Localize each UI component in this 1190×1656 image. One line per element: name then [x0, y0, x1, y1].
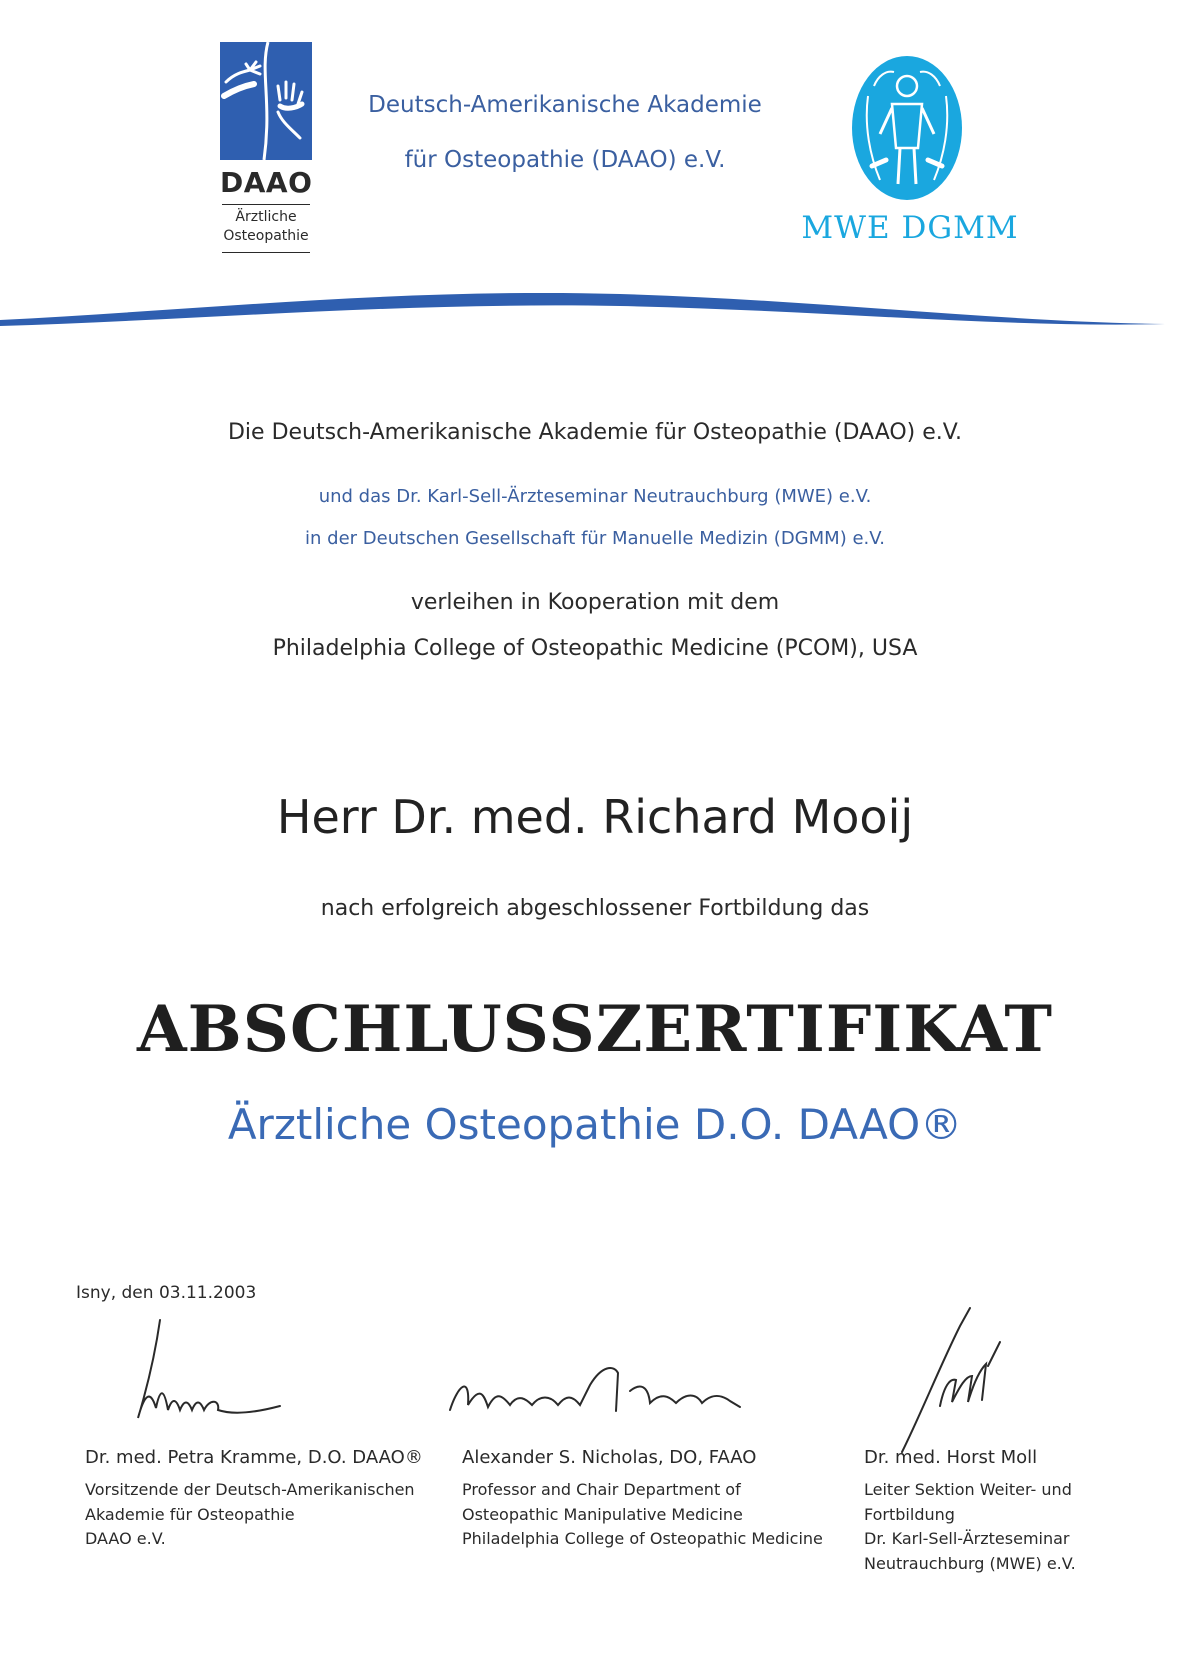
signatory-name: Dr. med. Petra Kramme, D.O. DAAO® — [85, 1447, 423, 1468]
signatory-block — [85, 1444, 435, 1552]
signatory-role: Vorsitzende der Deutsch-Amerikanischen — [85, 1479, 415, 1499]
signature-kramme — [120, 1318, 300, 1428]
intro-line: in der Deutschen Gesellschaft für Manuelle Medizin (DGMM) e.V. — [305, 528, 885, 549]
header-wave-divider — [0, 280, 1190, 340]
recipient-name: Herr Dr. med. Richard Mooij — [276, 790, 914, 844]
intro-line: Die Deutsch-Amerikanische Akademie für Osteopathie (DAAO) e.V. — [227, 420, 962, 445]
signatory-role: Dr. Karl-Sell-Ärzteseminar — [864, 1529, 1070, 1549]
signatory-block — [864, 1444, 1164, 1577]
intro-line: und das Dr. Karl-Sell-Ärzteseminar Neutrauchburg (MWE) e.V. — [318, 486, 872, 507]
signatory-role: DAAO e.V. — [85, 1529, 166, 1549]
signatory-role: Leiter Sektion Weiter- und — [864, 1479, 1072, 1499]
signatory-role: Fortbildung — [864, 1504, 955, 1524]
place-date: Isny, den 03.11.2003 — [76, 1283, 257, 1303]
award-phrase: nach erfolgreich abgeschlossener Fortbildung das — [320, 896, 870, 921]
signatory-role: Professor and Chair Department of — [462, 1479, 741, 1499]
intro-line: Philadelphia College of Osteopathic Medicine (PCOM), USA — [272, 636, 918, 661]
intro-line: verleihen in Kooperation mit dem — [410, 590, 780, 615]
mwe-dgmm-emblem — [852, 56, 962, 200]
signatory-block — [462, 1444, 842, 1552]
signatory-role: Neutrauchburg (MWE) e.V. — [864, 1554, 1076, 1574]
signature-moll — [900, 1306, 1010, 1456]
signatory-name: Dr. med. Horst Moll — [864, 1447, 1038, 1468]
header-org-name: für Osteopathie (DAAO) e.V. — [404, 147, 726, 173]
certificate-subtitle: Ärztliche Osteopathie D.O. DAAO® — [227, 1100, 963, 1149]
divider — [222, 252, 310, 253]
signatory-role: Philadelphia College of Osteopathic Medicine — [462, 1529, 823, 1549]
daao-logo-subtitle: Osteopathie — [223, 228, 309, 244]
daao-logo-subtitle: Ärztliche — [235, 209, 297, 225]
certificate-title: ABSCHLUSSZERTIFIKAT — [136, 992, 1054, 1067]
daao-logo — [220, 42, 312, 254]
daao-logo-name: DAAO — [220, 166, 313, 199]
header-org-name: Deutsch-Amerikanische Akademie — [368, 92, 762, 118]
signatory-name: Alexander S. Nicholas, DO, FAAO — [462, 1447, 757, 1468]
signature-nicholas — [440, 1355, 780, 1425]
mwe-dgmm-logo-text: MWE DGMM — [801, 210, 1019, 246]
divider — [222, 204, 310, 205]
daao-hands-emblem — [220, 42, 312, 160]
signatory-role: Akademie für Osteopathie — [85, 1504, 295, 1524]
signatory-role: Osteopathic Manipulative Medicine — [462, 1504, 743, 1524]
